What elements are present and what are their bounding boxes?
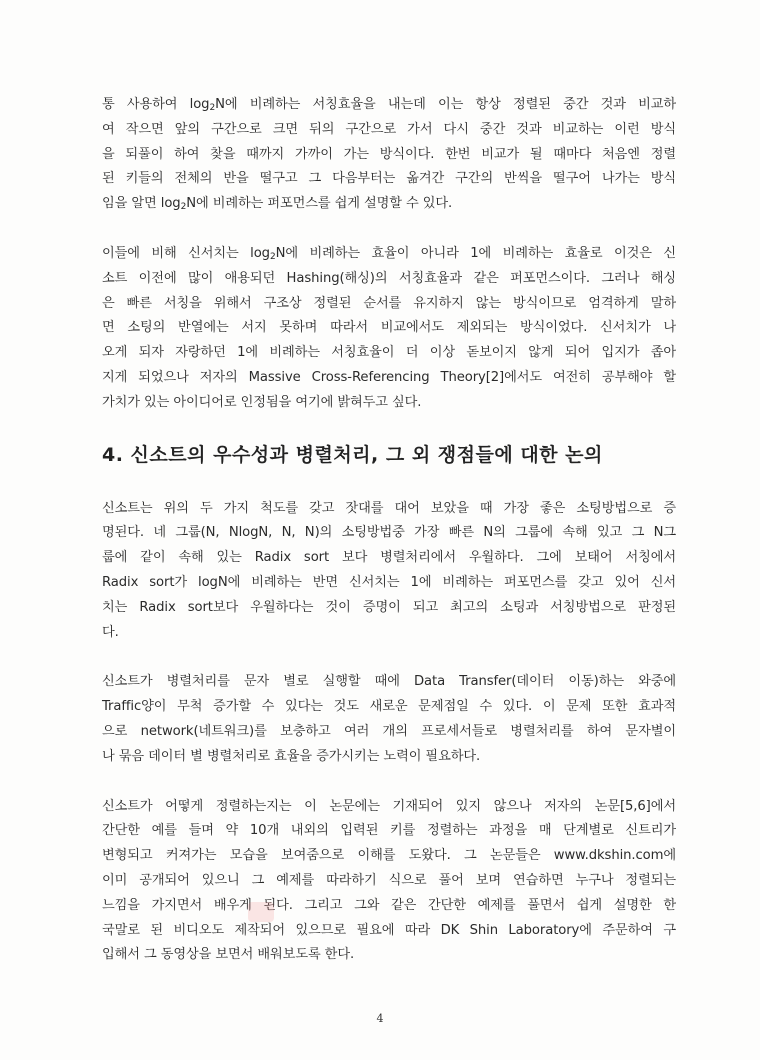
paragraph-references (102, 795, 676, 969)
text-line: 다. (102, 624, 119, 640)
faint-red-mark (248, 902, 274, 922)
text-line: 소트 이전에 많이 애용되던 Hashing(해싱)의 서칭효율과 같은 퍼포먼스이다. 그러나 해싱 (102, 270, 676, 286)
text-line: 치는 Radix sort보다 우월하다는 것이 증명이 되고 최고의 소팅과 서칭방법으로 판정된 (102, 599, 676, 615)
text-line: 지게 되었으나 저자의 Massive Cross-Referencing Theory[2]에서도 여전히 공부해야 할 (102, 369, 676, 385)
text-line: 느낌을 가지면서 배우게 된다. 그리고 그와 같은 간단한 예제를 풀면서 쉽게 설명한 한 (102, 897, 676, 913)
text-line: 국말로 된 비디오도 제작되어 있으므로 필요에 따라 DK Shin Laboratory에 주문하여 구 (102, 922, 676, 938)
text-line: 을 되풀이 하여 찾을 때까지 가까이 가는 방식이다. 한번 비교가 될 때마다 처음엔 정렬 (102, 146, 676, 162)
text-line: 임을 알면 $\log_2N$에 비례하는 퍼포먼스를 쉽게 설명할 수 있다. (102, 196, 453, 213)
text-line: 면 소팅의 반열에는 서지 못하며 따라서 비교에서도 제외되는 방식이었다. 신서치가 나 (102, 320, 676, 336)
text-line: Radix sort가 logN에 비례하는 반면 신서치는 1에 비례하는 퍼포먼스를 갖고 있어 신서 (102, 574, 676, 590)
text-line: Traffic양이 무척 증가할 수 있다는 것도 새로운 문제점일 수 있다. 이 문제 또한 효과적 (102, 699, 676, 715)
text-line: 신소트가 병렬처리를 문자 별로 실행할 때에 Data Transfer(데이터 이동)하는 와중에 (102, 674, 676, 690)
text-line: 변형되고 커져가는 모습을 보여줌으로 이해를 도왔다. 그 논문들은 www.dkshin.com에 (102, 848, 676, 864)
paragraph-binary-search (102, 93, 676, 217)
text-line: 신소트가 어떻게 정렬하는지는 이 논문에는 기재되어 있지 않으나 저자의 논문[5,6]에서 (102, 798, 676, 814)
text-line: 명된다. 네 그룹(N, NlogN, N, N)의 소팅방법중 가장 빠른 N의 그룹에 속해 있고 그 N그 (102, 525, 676, 541)
text-line: 은 빠른 서칭을 위해서 구조상 정렬된 순서를 유지하지 않는 방식이므로 엄격하게 말하 (102, 295, 676, 311)
text-line: 된 키들의 전체의 반을 떨구고 그 다음부터는 옮겨간 구간의 반씩을 떨구어 나가는 방식 (102, 171, 676, 187)
text-line: 나 묶음 데이터 별 병렬처리로 효율을 증가시키는 노력이 필요하다. (102, 748, 481, 764)
paragraph-shin-search (102, 242, 676, 416)
paragraph-parallel-processing (102, 670, 676, 769)
page-number: 4 (376, 1012, 384, 1025)
page-content (102, 93, 676, 993)
text-line: 입해서 그 동영상을 보면서 배워보도록 한다. (102, 947, 355, 963)
text-line: 으로 network(네트워크)를 보충하고 여러 개의 프로세서들로 병렬처리를 하여 문자별이 (102, 723, 676, 739)
text-line: 오게 되자 자랑하던 1에 비례하는 서칭효율이 더 이상 돋보이지 않게 되어 입지가 좁아 (102, 345, 676, 361)
section-heading: 4. 신소트의 우수성과 병렬처리, 그 외 쟁점들에 대한 논의 (102, 443, 603, 466)
text-line: 이미 공개되어 있으니 그 예제를 따라하기 식으로 풀어 보며 연습하면 누구나 정렬되는 (102, 872, 676, 888)
text-line: 여 작으면 앞의 구간으로 크면 뒤의 구간으로 가서 다시 중간 것과 비교하는 이런 방식 (102, 121, 676, 137)
text-line: 간단한 예를 들며 약 10개 내외의 입력된 키를 정렬하는 과정을 매 단계별로 신트리가 (102, 823, 676, 839)
text-line: 이들에 비해 신서치는 $\log_2N$에 비례하는 효율이 아니라 1에 비례하는 효율로 이것은 신 (102, 245, 676, 262)
text-line: 룹에 같이 속해 있는 Radix sort 보다 병렬처리에서 우월하다. 그에 보태어 서칭에서 (102, 550, 676, 566)
text-line: 가치가 있는 아이디어로 인정됨을 여기에 밝혀두고 싶다. (102, 394, 422, 410)
text-line: 통 사용하여 $\log_2N$에 비례하는 서칭효율을 내는데 이는 항상 정렬된 중간 것과 비교하 (102, 97, 676, 113)
paragraph-superiority (102, 497, 676, 646)
text-line: 신소트는 위의 두 가지 척도를 갖고 잣대를 대어 보았을 때 가장 좋은 소팅방법으로 증 (102, 500, 676, 516)
